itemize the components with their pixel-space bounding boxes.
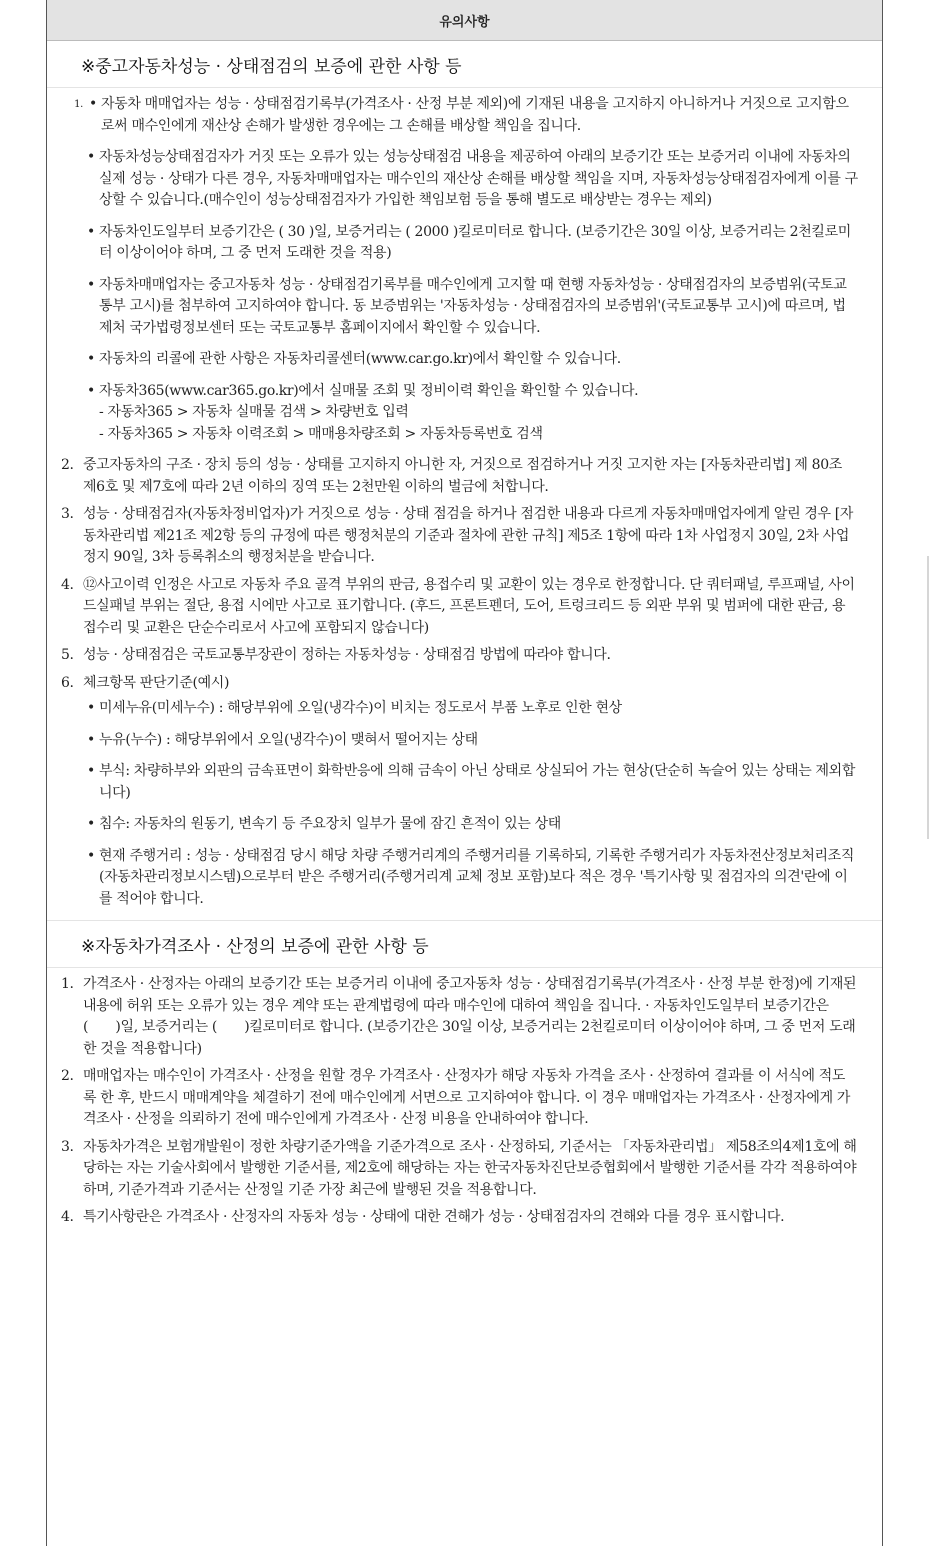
criteria-item <box>83 814 858 836</box>
bullet-icon: • <box>87 816 95 832</box>
bullet-icon: • <box>87 382 95 399</box>
item-number: 6. <box>61 674 74 691</box>
item-number: 2. <box>61 1068 74 1084</box>
numbered-item <box>61 504 858 569</box>
bullet-text: 자동차성능상태점검자가 거짓 또는 오류가 있는 성능상태점검 내용을 제공하여 아래의 보증기간 또는 보증거리 이내에 자동차의 실제 성능 · 상태가 다른 경우, 자동차매매업자는 매수인의 재산상 손해를 배상할 책임을 지며, 자동차성능상태점검자에게 이를 구상할 수 있습니다.(매수인이 성능상태점검자가 가입한 책임보험 등을 통해 별도로 배상받는 경우는 제외) <box>99 149 858 208</box>
item-text: 중고자동차의 구조 · 장치 등의 성능 · 상태를 고지하지 아니한 자, 거짓으로 점검하거나 거짓 고지한 자는 [자동차관리법] 제 80조 제6호 및 제7호에 따라 2년 이하의 징역 또는 2천만원 이하의 벌금에 처합니다. <box>83 457 842 495</box>
section1-body <box>47 88 882 910</box>
bullet-text: 자동차365(www.car365.go.kr)에서 실매물 조회 및 정비이력 확인을 확인할 수 있습니다. <box>99 382 639 399</box>
notice-header <box>47 0 882 41</box>
list-item <box>83 275 858 340</box>
item-text: 자동차가격은 보험개발원이 정한 차량기준가액을 기준가격으로 조사 · 산정하되, 기준서는 「자동차관리법」 제58조의4제1호에 해당하는 자는 기술사회에서 발행한 기준서를, 제2호에 해당하는 자는 한국자동차진단보증협회에서 발행한 기준서를 각각 적용하여야 하며, 기준가격과 기준서는 산정일 기준 가장 최근에 발행된 것을 적용합니다. <box>83 1138 857 1198</box>
criteria-text: 부식: 차량하부와 외판의 금속표면이 화학반응에 의해 금속이 아닌 상태로 상실되어 가는 현상(단순히 녹슬어 있는 상태는 제외합니다) <box>99 763 856 801</box>
item-number: 1. <box>61 976 74 992</box>
bullet-icon: • <box>89 96 97 112</box>
criteria-item <box>83 761 858 804</box>
bullet-icon: • <box>87 763 95 779</box>
item-number: 3. <box>61 506 74 522</box>
item-number: 1. <box>74 99 83 110</box>
item-text: ⑫사고이력 인정은 사고로 자동차 주요 골격 부위의 판금, 용접수리 및 교환이 있는 경우로 한정합니다. 단 쿼터패널, 루프패널, 사이드실패널 부위는 절단, 용접 시에만 사고로 표기합니다. (후드, 프론트펜더, 도어, 트렁크리드 등 외판 부위 및 범퍼에 대한 판금, 용접수리 및 교환은 단순수리로서 사고에 포함되지 않습니다) <box>83 576 855 636</box>
item-number: 4. <box>61 576 74 593</box>
bullet-icon: • <box>87 149 95 165</box>
numbered-item <box>61 575 858 640</box>
criteria-item <box>83 698 858 720</box>
bullet-icon: • <box>87 276 95 293</box>
item-number: 2. <box>61 457 74 473</box>
path-line: - 자동차365 > 자동차 이력조회 > 매매용차량조회 > 자동차등록번호 검색 <box>99 425 543 442</box>
item-text: 매매업자는 매수인이 가격조사 · 산정을 원할 경우 가격조사 · 산정자가 해당 자동차 가격을 조사 · 산정하여 결과를 이 서식에 적도록 한 후, 반드시 매매계약을 체결하기 전에 매수인에게 서면으로 고지하여야 합니다. 이 경우 매매업자는 가격조사 · 산정자에게 가격조사 · 산정을 의뢰하기 전에 매수인에게 가격조사 · 산정 비용을 안내하여야 합니다. <box>83 1068 851 1127</box>
numbered-item <box>61 455 858 498</box>
list-item <box>83 349 858 371</box>
criteria-text: 현재 주행거리 : 성능 · 상태점검 당시 해당 차량 주행거리계의 주행거리를 기록하되, 기록한 주행거리가 자동차전산정보처리조직(자동차관리정보시스템)으로부터 받은 주행거리(주행거리계 교체 정보 포함)보다 적은 경우 '특기사항 및 점검자의 의견'란에 이를 적어야 합니다. <box>99 847 855 907</box>
numbered-item <box>61 673 858 695</box>
numbered-item <box>61 974 858 1060</box>
bullet-text: 자동차의 리콜에 관한 사항은 자동차리콜센터(www.car.go.kr)에서 확인할 수 있습니다. <box>99 351 621 367</box>
item-number: 5. <box>61 647 74 663</box>
bullet-icon: • <box>87 351 95 367</box>
path-line: - 자동차365 > 자동차 실매물 검색 > 차량번호 입력 <box>99 404 409 420</box>
item-text: 성능 · 상태점검은 국토교통부장관이 정하는 자동차성능 · 상태점검 방법에 따라야 합니다. <box>83 647 611 663</box>
bullet-icon: • <box>87 223 95 240</box>
notice-document <box>46 0 883 1546</box>
item-number: 3. <box>61 1138 74 1155</box>
item-text: 성능 · 상태점검자(자동차정비업자)가 거짓으로 성능 · 상태 점검을 하거나 점검한 내용과 다르게 자동차매매업자에게 알린 경우 [자동차관리법 제21조 제2항 등의 규정에 따른 행정처분의 기준과 절차에 관한 규칙] 제5조 1항에 따라 1차 사업정지 30일, 2차 사업정지 90일, 3차 등록취소의 행정처분을 받습니다. <box>83 506 854 565</box>
bullet-text: 자동차인도일부터 보증기간은 ( 30 )일, 보증거리는 ( 2000 )킬로미터로 합니다. (보증기간은 30일 이상, 보증거리는 2천킬로미터 이상이어야 하며, 그 중 먼저 도래한 것을 적용) <box>99 223 851 261</box>
section2-body <box>47 968 882 1229</box>
list-item <box>83 147 858 212</box>
item-text: 체크항목 판단기준(예시) <box>83 674 230 691</box>
criteria-item <box>83 730 858 752</box>
notice-title: 유의사항 <box>439 14 490 30</box>
numbered-item <box>61 1137 858 1202</box>
bullet-text: 자동차 매매업자는 성능 · 상태점검기록부(가격조사 · 산정 부분 제외)에 기재된 내용을 고지하지 아니하거나 거짓으로 고지함으로써 매수인에게 재산상 손해가 발생한 경우에는 그 손해를 배상할 책임을 집니다. <box>101 96 849 134</box>
bullet-icon: • <box>87 700 95 716</box>
criteria-item <box>83 846 858 911</box>
criteria-text: 침수: 자동차의 원동기, 변속기 등 주요장치 일부가 물에 잠긴 흔적이 있는 상태 <box>99 816 561 832</box>
criteria-text: 누유(누수) : 해당부위에서 오일(냉각수)이 맺혀서 떨어지는 상태 <box>99 731 478 748</box>
item-number: 4. <box>61 1209 74 1225</box>
list-item <box>83 222 858 265</box>
bullet-icon: • <box>87 847 95 864</box>
item-text: 가격조사 · 산정자는 아래의 보증기간 또는 보증거리 이내에 중고자동차 성능 · 상태점검기록부(가격조사 · 산정 부분 한정)에 기재된 내용에 허위 또는 오류가 있는 경우 계약 또는 관계법령에 따라 매수인에 대하여 책임을 집니다. · 자동차인도일부터 보증기간은 ( )일, 보증거리는 ( )킬로미터로 합니다. (보증기간은 30일 이상, 보증거리는 2천킬로미터 이상이어야 하며, 그 중 먼저 도래한 것을 적용합니다) <box>83 976 857 1057</box>
item-text: 특기사항란은 가격조사 · 산정자의 자동차 성능 · 상태에 대한 견해가 성능 · 상태점검자의 견해와 다를 경우 표시합니다. <box>83 1209 785 1225</box>
criteria-text: 미세누유(미세누수) : 해당부위에 오일(냉각수)이 비치는 정도로서 부품 노후로 인한 현상 <box>99 700 622 716</box>
bullet-text: 자동차매매업자는 중고자동차 성능 · 상태점검기록부를 매수인에게 고지할 때 현행 자동차성능 · 상태점검자의 보증범위(국토교통부 고시)를 첨부하여 고지하여야 합니다. 동 보증범위는 '자동차성능 · 상태점검자의 보증범위'(국토교통부 고시)에 따르며, 법제처 국가법령정보센터 또는 국토교통부 홈페이지에서 확인할 수 있습니다. <box>99 276 847 336</box>
numbered-item <box>61 645 858 667</box>
list-item <box>61 94 858 137</box>
numbered-item <box>61 1207 858 1229</box>
numbered-item <box>61 1066 858 1131</box>
section1-title: ※중고자동차성능 · 상태점검의 보증에 관한 사항 등 <box>47 41 882 88</box>
section2-title: ※자동차가격조사 · 산정의 보증에 관한 사항 등 <box>47 920 882 968</box>
list-item <box>83 381 858 446</box>
bullet-icon: • <box>87 731 95 748</box>
scrollbar-thumb[interactable] <box>927 556 929 839</box>
